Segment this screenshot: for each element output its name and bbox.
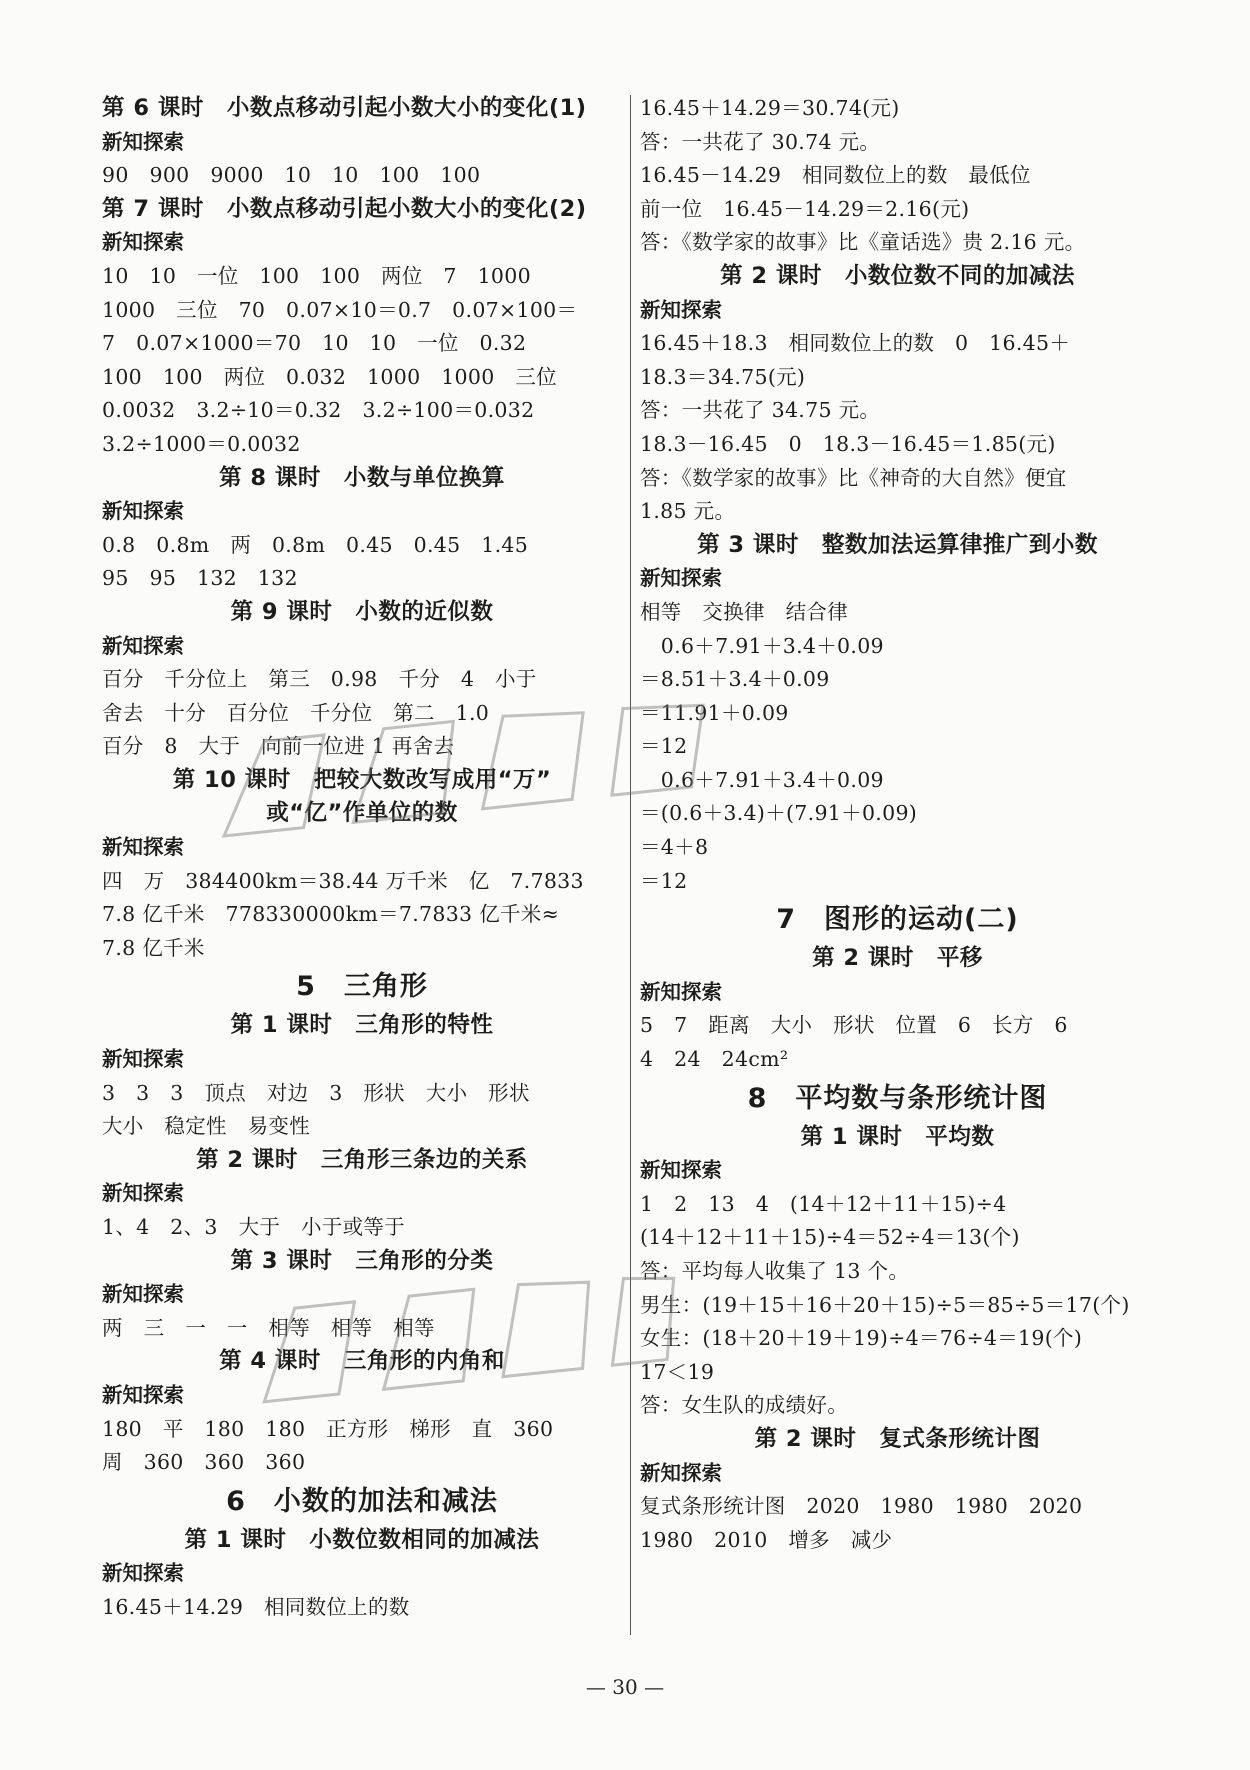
answer-line: ＝11.91＋0.09 — [640, 700, 789, 725]
lesson-heading: 第 1 课时 平均数 — [800, 1123, 995, 1150]
lesson-heading: 第 1 课时 三角形的特性 — [230, 1012, 494, 1039]
answer-line: 16.45＋14.29＝30.74(元) — [640, 96, 900, 120]
answer-line: 1000 三位 70 0.07×10＝0.7 0.07×100＝ — [102, 297, 578, 322]
answer-line: 100 100 两位 0.032 1000 1000 三位 — [102, 364, 557, 389]
section-label: 新知探索 — [102, 1282, 184, 1307]
chapter-title: 7 图形的运动(二) — [776, 904, 1019, 936]
section-label: 新知探索 — [102, 230, 184, 255]
answer-line: ＝8.51＋3.4＋0.09 — [640, 667, 830, 692]
lesson-heading: 第 2 课时 复式条形统计图 — [754, 1425, 1041, 1452]
answer-line: 四 万 384400km＝38.44 万千米 亿 7.7833 — [102, 868, 584, 893]
section-label: 新知探索 — [102, 1181, 184, 1206]
answer-line: 1980 2010 增多 减少 — [640, 1527, 893, 1552]
section-label: 新知探索 — [640, 1158, 722, 1183]
answer-line: 答：《数学家的故事》比《童话选》贵 2.16 元。 — [640, 230, 1086, 255]
chapter-title: 8 平均数与条形统计图 — [747, 1082, 1048, 1114]
lesson-heading: 第 2 课时 三角形三条边的关系 — [196, 1146, 528, 1173]
answer-line: 17＜19 — [640, 1359, 715, 1384]
section-label: 新知探索 — [102, 1382, 184, 1407]
answer-line: 答：女生队的成绩好。 — [640, 1393, 848, 1418]
section-label: 新知探索 — [640, 979, 722, 1004]
answer-line: 90 900 9000 10 10 100 100 — [102, 163, 481, 188]
section-label: 新知探索 — [102, 499, 184, 524]
answer-line: 1.85 元。 — [640, 499, 736, 524]
column-divider — [630, 95, 631, 1635]
chapter-title: 6 小数的加法和减法 — [226, 1485, 498, 1517]
answer-line: 95 95 132 132 — [102, 566, 298, 591]
section-label: 新知探索 — [102, 1561, 184, 1586]
left-column — [102, 92, 622, 1625]
answer-line: 前一位 16.45－14.29＝2.16(元) — [640, 196, 970, 221]
answer-line: 女生：(18＋20＋19＋19)÷4＝76÷4＝19(个) — [640, 1326, 1083, 1351]
section-label: 新知探索 — [102, 129, 184, 154]
page-number: — 30 — — [585, 1675, 665, 1699]
answer-line: 0.8 0.8m 两 0.8m 0.45 0.45 1.45 — [102, 532, 529, 557]
answer-line: 周 360 360 360 — [102, 1450, 306, 1475]
answer-line: 两 三 一 一 相等 相等 相等 — [102, 1315, 435, 1340]
right-column — [640, 92, 1155, 1557]
answer-line: 男生：(19＋15＋16＋20＋15)÷5＝85÷5＝17(个) — [640, 1292, 1130, 1317]
answer-line: 16.45＋18.3 相同数位上的数 0 16.45＋ — [640, 331, 1071, 356]
answer-line: 答：《数学家的故事》比《神奇的大自然》便宜 — [640, 465, 1067, 490]
answer-line: 答：平均每人收集了 13 个。 — [640, 1259, 910, 1283]
answer-line: 18.3＝34.75(元) — [640, 364, 806, 389]
answer-line: 0.6＋7.91＋3.4＋0.09 — [640, 633, 884, 658]
answer-line: ＝12 — [640, 868, 688, 893]
answer-line: 5 7 距离 大小 形状 位置 6 长方 6 — [640, 1013, 1068, 1038]
lesson-heading: 第 10 课时 把较大数改写成用“万” — [172, 766, 552, 793]
answer-line: 4 24 24cm² — [640, 1047, 789, 1072]
lesson-heading: 第 6 课时 小数点移动引起小数大小的变化(1) — [102, 95, 587, 121]
section-label: 新知探索 — [102, 1047, 184, 1072]
answer-line: 7.8 亿千米 778330000km＝7.7833 亿千米≈ — [102, 902, 560, 927]
answer-line: 16.45＋14.29 相同数位上的数 — [102, 1594, 410, 1619]
lesson-heading: 第 3 课时 三角形的分类 — [230, 1247, 494, 1274]
answer-line: 3.2÷1000＝0.0032 — [102, 431, 301, 456]
section-label: 新知探索 — [102, 835, 184, 860]
lesson-heading: 第 8 课时 小数与单位换算 — [219, 464, 505, 491]
answer-line: 7 0.07×1000＝70 10 10 一位 0.32 — [102, 331, 527, 356]
answer-line: 0.0032 3.2÷10＝0.32 3.2÷100＝0.032 — [102, 398, 535, 423]
lesson-heading: 第 3 课时 整数加法运算律推广到小数 — [697, 531, 1098, 558]
answer-line: 复式条形统计图 2020 1980 1980 2020 — [640, 1494, 1083, 1519]
answer-line: 答：一共花了 30.74 元。 — [640, 129, 881, 154]
lesson-heading: 第 2 课时 小数位数不同的加减法 — [720, 262, 1075, 289]
answer-line: 1、4 2、3 大于 小于或等于 — [102, 1215, 405, 1239]
answer-line: 18.3－16.45 0 18.3－16.45＝1.85(元) — [640, 431, 1056, 456]
answer-line: 16.45－14.29 相同数位上的数 最低位 — [640, 163, 1031, 188]
answer-line: 大小 稳定性 易变性 — [102, 1114, 310, 1139]
answer-line: 百分 千分位上 第三 0.98 千分 4 小于 — [102, 667, 537, 692]
answer-line: 0.6＋7.91＋3.4＋0.09 — [640, 767, 884, 792]
answer-line: ＝(0.6＋3.4)＋(7.91＋0.09) — [640, 801, 918, 826]
section-label: 新知探索 — [640, 566, 722, 591]
lesson-heading: 或“亿”作单位的数 — [266, 800, 458, 827]
answer-line: 百分 8 大于 向前一位进 1 再舍去 — [102, 734, 455, 759]
lesson-heading: 第 2 课时 平移 — [812, 945, 983, 972]
section-label: 新知探索 — [640, 1460, 722, 1485]
lesson-heading: 第 4 课时 三角形的内角和 — [219, 1348, 505, 1375]
answer-line: 180 平 180 180 正方形 梯形 直 360 — [102, 1416, 554, 1441]
lesson-heading: 第 7 课时 小数点移动引起小数大小的变化(2) — [102, 195, 587, 222]
answer-line: (14＋12＋11＋15)÷4＝52÷4＝13(个) — [640, 1225, 1020, 1250]
answer-line: 舍去 十分 百分位 千分位 第二 1.0 — [102, 700, 490, 725]
answer-line: ＝4＋8 — [640, 835, 709, 860]
answer-line: 10 10 一位 100 100 两位 7 1000 — [102, 263, 531, 288]
answer-line: 相等 交换律 结合律 — [640, 599, 848, 624]
lesson-heading: 第 1 课时 小数位数相同的加减法 — [184, 1526, 540, 1553]
answer-line: 答：一共花了 34.75 元。 — [640, 398, 881, 423]
answer-line: 3 3 3 顶点 对边 3 形状 大小 形状 — [102, 1080, 530, 1105]
lesson-heading: 第 9 课时 小数的近似数 — [230, 598, 494, 625]
section-label: 新知探索 — [102, 633, 184, 658]
answer-line: ＝12 — [640, 734, 688, 759]
answer-line: 1 2 13 4 (14＋12＋11＋15)÷4 — [640, 1191, 1007, 1216]
chapter-title: 5 三角形 — [296, 971, 428, 1003]
section-label: 新知探索 — [640, 297, 722, 322]
answer-line: 7.8 亿千米 — [102, 935, 205, 960]
